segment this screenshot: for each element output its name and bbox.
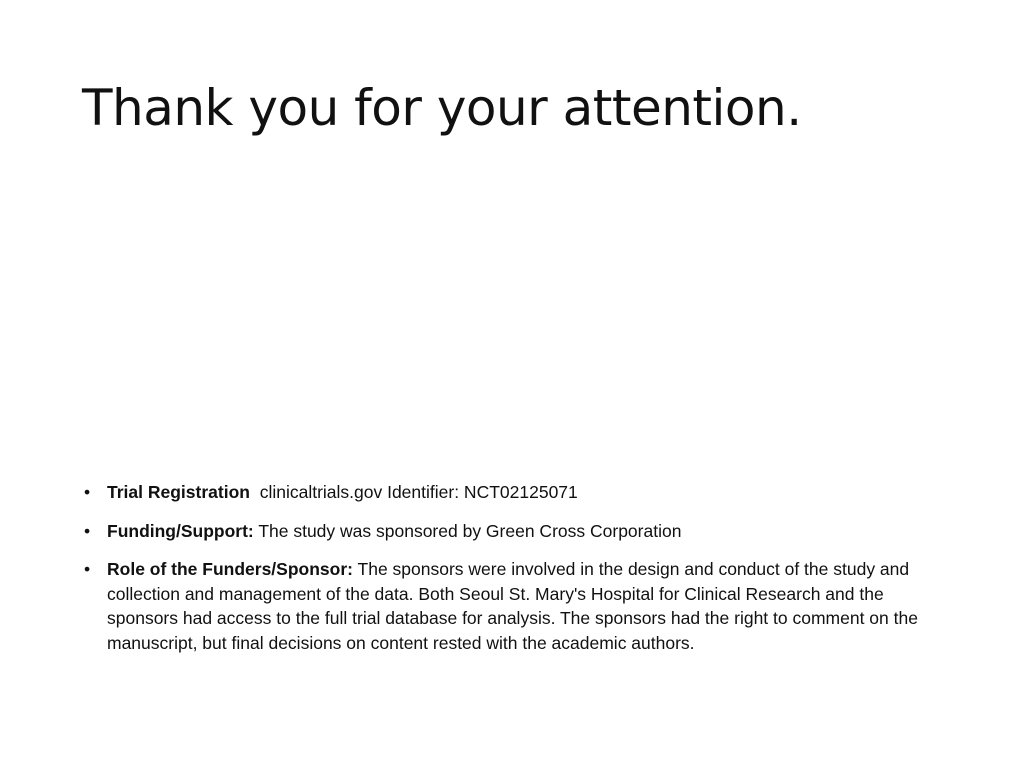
bullet-trial-registration bbox=[84, 480, 934, 505]
bullet-funding-support bbox=[84, 519, 934, 544]
bullet-text: The study was sponsored by Green Cross Corporation bbox=[258, 520, 682, 541]
bullet-marker-icon: • bbox=[84, 520, 91, 541]
bullet-label: Funding/Support: bbox=[107, 520, 254, 541]
bullet-role-of-funders bbox=[84, 557, 934, 655]
bullet-marker-icon: • bbox=[84, 482, 91, 502]
bullet-text: The sponsors were involved in the design and conduct of the study and collection and management of the data. Both Seoul St. Mary's Hospital for Clinical Research and the sponsors had access to the full trial database for analysis. The sponsors had the right to comment on the manuscript, but final decisions on content rested with the academic authors. bbox=[107, 559, 918, 653]
bullet-text: clinicaltrials.gov Identifier: NCT02125071 bbox=[259, 482, 578, 502]
bullet-separator bbox=[250, 482, 260, 502]
bullet-label: Trial Registration bbox=[107, 482, 250, 502]
bullet-marker-icon: • bbox=[84, 559, 91, 579]
slide-title: Thank you for your attention. bbox=[82, 79, 802, 137]
bullet-label: Role of the Funders/Sponsor: bbox=[107, 559, 353, 579]
disclosure-list bbox=[84, 480, 934, 669]
